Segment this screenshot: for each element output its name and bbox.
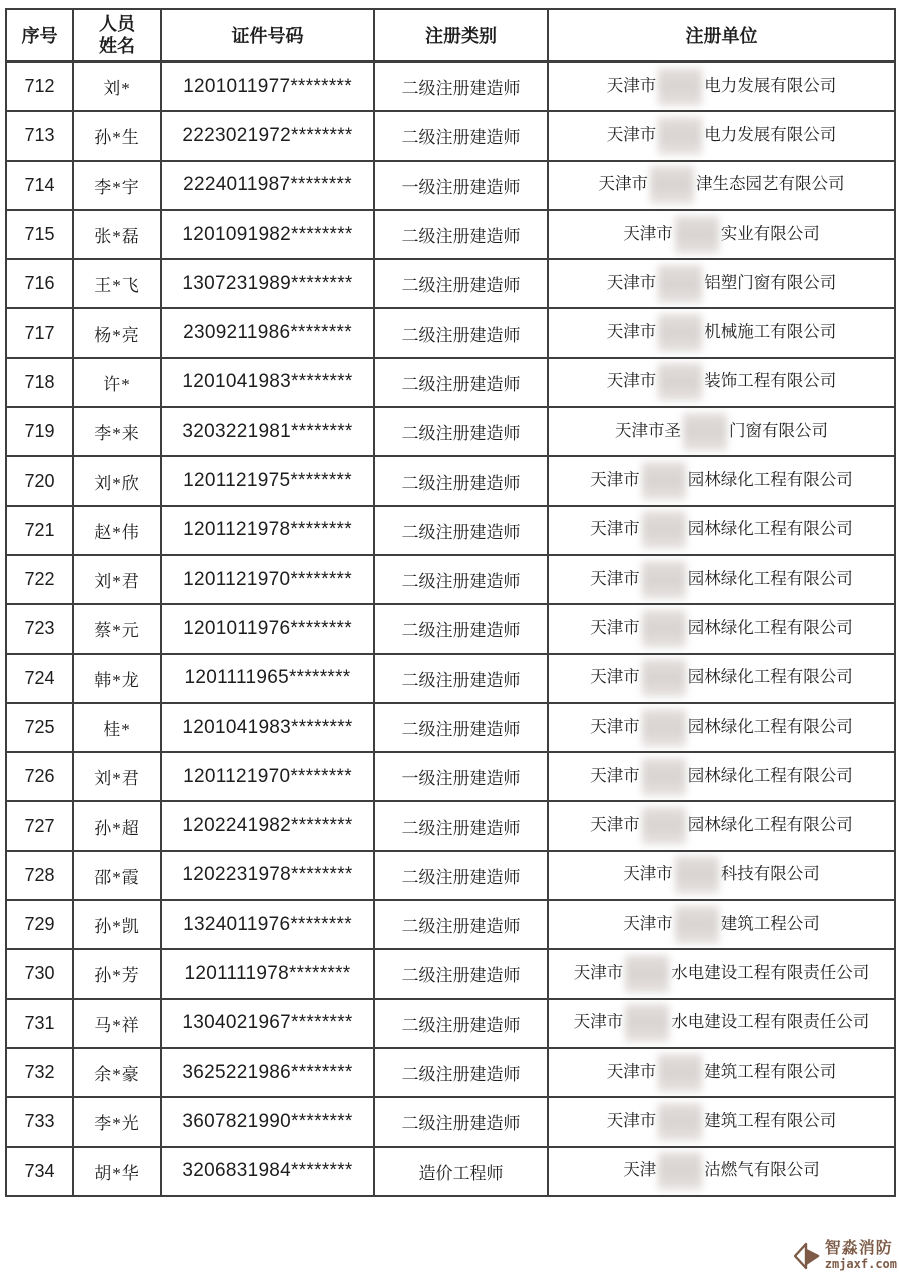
- censored-blur-patch: [650, 166, 694, 204]
- name-cell: 杨*亮: [73, 308, 161, 357]
- watermark: [792, 1240, 897, 1272]
- category-cell: 二级注册建造师: [374, 62, 548, 112]
- id-number-cell: 1201011977********: [161, 62, 374, 112]
- category-cell: 二级注册建造师: [374, 999, 548, 1048]
- category-cell: 二级注册建造师: [374, 1048, 548, 1097]
- name-cell: 王*飞: [73, 259, 161, 308]
- name-cell: 桂*: [73, 703, 161, 752]
- unit-prefix: 天津市: [606, 1061, 657, 1081]
- category-cell: 二级注册建造师: [374, 949, 548, 998]
- censored-blur-patch: [658, 117, 702, 155]
- category-cell: 二级注册建造师: [374, 111, 548, 160]
- serial-cell: 734: [6, 1147, 73, 1196]
- table-row: [6, 456, 895, 505]
- name-cell: 胡*华: [73, 1147, 161, 1196]
- unit-cell: [548, 1147, 895, 1196]
- category-cell: 二级注册建造师: [374, 555, 548, 604]
- unit-prefix: 天津市: [573, 1012, 624, 1032]
- table-row: [6, 308, 895, 357]
- category-cell: 二级注册建造师: [374, 308, 548, 357]
- censored-blur-patch: [642, 709, 686, 747]
- category-cell: 二级注册建造师: [374, 900, 548, 949]
- table-row: [6, 999, 895, 1048]
- serial-cell: 716: [6, 259, 73, 308]
- id-number-cell: 1307231989********: [161, 259, 374, 308]
- unit-prefix: 天津市: [590, 716, 640, 736]
- header-name: 人员姓名: [73, 9, 161, 62]
- unit-prefix: 天津市: [606, 1110, 657, 1130]
- serial-cell: 724: [6, 654, 73, 703]
- category-cell: 二级注册建造师: [374, 210, 548, 259]
- name-cell: 刘*欣: [73, 456, 161, 505]
- category-cell: 二级注册建造师: [374, 506, 548, 555]
- name-cell: 韩*龙: [73, 654, 161, 703]
- serial-cell: 717: [6, 308, 73, 357]
- serial-cell: 732: [6, 1048, 73, 1097]
- registration-table: [5, 8, 896, 1197]
- table-row: [6, 703, 895, 752]
- censored-blur-patch: [658, 265, 702, 303]
- name-cell: 刘*君: [73, 752, 161, 801]
- table-row: [6, 1097, 895, 1146]
- name-cell: 许*: [73, 358, 161, 407]
- unit-prefix: 天津市: [590, 666, 640, 686]
- unit-cell: [548, 1048, 895, 1097]
- category-cell: 二级注册建造师: [374, 604, 548, 653]
- unit-suffix: 园林绿化工程有限公司: [687, 814, 853, 834]
- unit-cell: [548, 456, 895, 505]
- table-row: [6, 506, 895, 555]
- censored-blur-patch: [658, 314, 702, 352]
- table-row: [6, 900, 895, 949]
- table-row: [6, 111, 895, 160]
- id-number-cell: 1202241982********: [161, 801, 374, 850]
- category-cell: 二级注册建造师: [374, 801, 548, 850]
- id-number-cell: 1201121970********: [161, 555, 374, 604]
- category-cell: 二级注册建造师: [374, 1097, 548, 1146]
- unit-suffix: 园林绿化工程有限公司: [687, 666, 853, 686]
- unit-cell: [548, 851, 895, 900]
- id-number-cell: 1201121975********: [161, 456, 374, 505]
- serial-cell: 712: [6, 62, 73, 112]
- unit-suffix: 沽燃气有限公司: [704, 1159, 820, 1179]
- id-number-cell: 1201091982********: [161, 210, 374, 259]
- unit-prefix: 天津市圣: [615, 420, 681, 440]
- category-cell: 二级注册建造师: [374, 456, 548, 505]
- serial-cell: 713: [6, 111, 73, 160]
- unit-cell: [548, 1097, 895, 1146]
- category-cell: 一级注册建造师: [374, 752, 548, 801]
- serial-cell: 730: [6, 949, 73, 998]
- id-number-cell: 3206831984********: [161, 1147, 374, 1196]
- unit-cell: [548, 999, 895, 1048]
- serial-cell: 723: [6, 604, 73, 653]
- unit-prefix: 天津市: [606, 272, 657, 292]
- category-cell: 二级注册建造师: [374, 407, 548, 456]
- table-row: [6, 752, 895, 801]
- unit-suffix: 建筑工程有限公司: [704, 1061, 837, 1081]
- table-row: [6, 210, 895, 259]
- unit-suffix: 建筑工程有限公司: [704, 1110, 837, 1130]
- id-number-cell: 2309211986********: [161, 308, 374, 357]
- censored-blur-patch: [675, 856, 719, 894]
- unit-cell: [548, 407, 895, 456]
- unit-cell: [548, 358, 895, 407]
- name-cell: 张*磊: [73, 210, 161, 259]
- name-cell: 孙*凯: [73, 900, 161, 949]
- unit-cell: [548, 801, 895, 850]
- serial-cell: 718: [6, 358, 73, 407]
- unit-suffix: 园林绿化工程有限公司: [687, 519, 853, 539]
- id-number-cell: 3607821990********: [161, 1097, 374, 1146]
- name-cell: 孙*生: [73, 111, 161, 160]
- unit-suffix: 园林绿化工程有限公司: [687, 617, 853, 637]
- table-row: [6, 259, 895, 308]
- serial-cell: 725: [6, 703, 73, 752]
- censored-blur-patch: [683, 413, 727, 451]
- id-number-cell: 3625221986********: [161, 1048, 374, 1097]
- censored-blur-patch: [642, 659, 686, 697]
- name-cell: 蔡*元: [73, 604, 161, 653]
- unit-suffix: 园林绿化工程有限公司: [687, 469, 853, 489]
- header-category: 注册类别: [374, 9, 548, 62]
- unit-prefix: 天津市: [590, 469, 640, 489]
- unit-prefix: 天津市: [598, 174, 648, 194]
- id-number-cell: 2224011987********: [161, 161, 374, 210]
- unit-suffix: 电力发展有限公司: [704, 124, 837, 144]
- table-row: [6, 654, 895, 703]
- table-header-row: [6, 9, 895, 62]
- unit-cell: [548, 62, 895, 112]
- unit-suffix: 园林绿化工程有限公司: [687, 765, 853, 785]
- unit-suffix: 铝塑门窗有限公司: [704, 272, 837, 292]
- unit-prefix: 天津: [623, 1159, 657, 1179]
- category-cell: 一级注册建造师: [374, 161, 548, 210]
- header-unit: 注册单位: [548, 9, 895, 62]
- category-cell: 二级注册建造师: [374, 358, 548, 407]
- table-row: [6, 604, 895, 653]
- unit-cell: [548, 259, 895, 308]
- name-cell: 李*光: [73, 1097, 161, 1146]
- id-number-cell: 1201041983********: [161, 703, 374, 752]
- table-row: [6, 407, 895, 456]
- table-row: [6, 949, 895, 998]
- serial-cell: 719: [6, 407, 73, 456]
- unit-suffix: 园林绿化工程有限公司: [687, 568, 853, 588]
- unit-prefix: 天津市: [606, 321, 657, 341]
- category-cell: 二级注册建造师: [374, 654, 548, 703]
- unit-suffix: 津生态园艺有限公司: [696, 174, 845, 194]
- serial-cell: 721: [6, 506, 73, 555]
- censored-blur-patch: [658, 1152, 702, 1190]
- id-number-cell: 1201121978********: [161, 506, 374, 555]
- unit-suffix: 水电建设工程有限责任公司: [671, 1012, 870, 1032]
- unit-prefix: 天津市: [590, 765, 640, 785]
- table-row: [6, 1147, 895, 1196]
- unit-cell: [548, 654, 895, 703]
- category-cell: 二级注册建造师: [374, 703, 548, 752]
- serial-cell: 728: [6, 851, 73, 900]
- serial-cell: 722: [6, 555, 73, 604]
- unit-cell: [548, 752, 895, 801]
- censored-blur-patch: [642, 561, 686, 599]
- censored-blur-patch: [675, 216, 719, 254]
- censored-blur-patch: [658, 363, 702, 401]
- unit-cell: [548, 308, 895, 357]
- name-cell: 刘*: [73, 62, 161, 112]
- serial-cell: 726: [6, 752, 73, 801]
- name-cell: 李*宇: [73, 161, 161, 210]
- category-cell: 造价工程师: [374, 1147, 548, 1196]
- serial-cell: 733: [6, 1097, 73, 1146]
- unit-cell: [548, 210, 895, 259]
- serial-cell: 720: [6, 456, 73, 505]
- table-row: [6, 161, 895, 210]
- unit-cell: [548, 506, 895, 555]
- table-row: [6, 801, 895, 850]
- id-number-cell: 1201011976********: [161, 604, 374, 653]
- header-serial: 序号: [6, 9, 73, 62]
- id-number-cell: 3203221981********: [161, 407, 374, 456]
- category-cell: 二级注册建造师: [374, 851, 548, 900]
- unit-cell: [548, 111, 895, 160]
- table-row: [6, 1048, 895, 1097]
- censored-blur-patch: [658, 68, 702, 106]
- table-row: [6, 851, 895, 900]
- unit-prefix: 天津市: [606, 124, 657, 144]
- id-number-cell: 1304021967********: [161, 999, 374, 1048]
- unit-prefix: 天津市: [623, 864, 673, 884]
- censored-blur-patch: [642, 758, 686, 796]
- watermark-logo-icon: [792, 1240, 822, 1272]
- unit-prefix: 天津市: [606, 371, 657, 391]
- unit-prefix: 天津市: [590, 519, 640, 539]
- id-number-cell: 1201111965********: [161, 654, 374, 703]
- header-id-number: 证件号码: [161, 9, 374, 62]
- unit-suffix: 电力发展有限公司: [704, 75, 837, 95]
- unit-cell: [548, 555, 895, 604]
- unit-prefix: 天津市: [590, 814, 640, 834]
- id-number-cell: 1202231978********: [161, 851, 374, 900]
- unit-suffix: 机械施工有限公司: [704, 321, 837, 341]
- table-row: [6, 358, 895, 407]
- id-number-cell: 2223021972********: [161, 111, 374, 160]
- name-cell: 赵*伟: [73, 506, 161, 555]
- unit-prefix: 天津市: [573, 962, 624, 982]
- censored-blur-patch: [675, 906, 719, 944]
- name-cell: 邵*霞: [73, 851, 161, 900]
- id-number-cell: 1201111978********: [161, 949, 374, 998]
- unit-prefix: 天津市: [590, 568, 640, 588]
- name-cell: 李*来: [73, 407, 161, 456]
- serial-cell: 731: [6, 999, 73, 1048]
- unit-cell: [548, 703, 895, 752]
- unit-cell: [548, 900, 895, 949]
- censored-blur-patch: [625, 1004, 669, 1042]
- id-number-cell: 1201121970********: [161, 752, 374, 801]
- watermark-title: 智淼消防: [824, 1240, 893, 1258]
- unit-suffix: 装饰工程有限公司: [704, 371, 837, 391]
- unit-prefix: 天津市: [623, 913, 673, 933]
- unit-prefix: 天津市: [606, 75, 657, 95]
- unit-cell: [548, 604, 895, 653]
- censored-blur-patch: [642, 511, 686, 549]
- table-row: [6, 62, 895, 112]
- unit-suffix: 水电建设工程有限责任公司: [671, 962, 870, 982]
- unit-cell: [548, 161, 895, 210]
- unit-suffix: 科技有限公司: [720, 864, 820, 884]
- serial-cell: 715: [6, 210, 73, 259]
- censored-blur-patch: [658, 1054, 702, 1092]
- censored-blur-patch: [642, 462, 686, 500]
- serial-cell: 729: [6, 900, 73, 949]
- name-cell: 孙*芳: [73, 949, 161, 998]
- unit-suffix: 门窗有限公司: [729, 420, 828, 440]
- unit-suffix: 园林绿化工程有限公司: [687, 716, 853, 736]
- serial-cell: 727: [6, 801, 73, 850]
- name-cell: 余*豪: [73, 1048, 161, 1097]
- unit-cell: [548, 949, 895, 998]
- serial-cell: 714: [6, 161, 73, 210]
- name-cell: 刘*君: [73, 555, 161, 604]
- name-cell: 孙*超: [73, 801, 161, 850]
- unit-suffix: 实业有限公司: [720, 223, 820, 243]
- unit-prefix: 天津市: [623, 223, 673, 243]
- censored-blur-patch: [642, 807, 686, 845]
- id-number-cell: 1201041983********: [161, 358, 374, 407]
- censored-blur-patch: [625, 955, 669, 993]
- censored-blur-patch: [658, 1103, 702, 1141]
- name-cell: 马*祥: [73, 999, 161, 1048]
- table-row: [6, 555, 895, 604]
- watermark-site: zmjaxf.com: [824, 1257, 897, 1272]
- id-number-cell: 1324011976********: [161, 900, 374, 949]
- unit-prefix: 天津市: [590, 617, 640, 637]
- category-cell: 二级注册建造师: [374, 259, 548, 308]
- censored-blur-patch: [642, 610, 686, 648]
- unit-suffix: 建筑工程公司: [720, 913, 820, 933]
